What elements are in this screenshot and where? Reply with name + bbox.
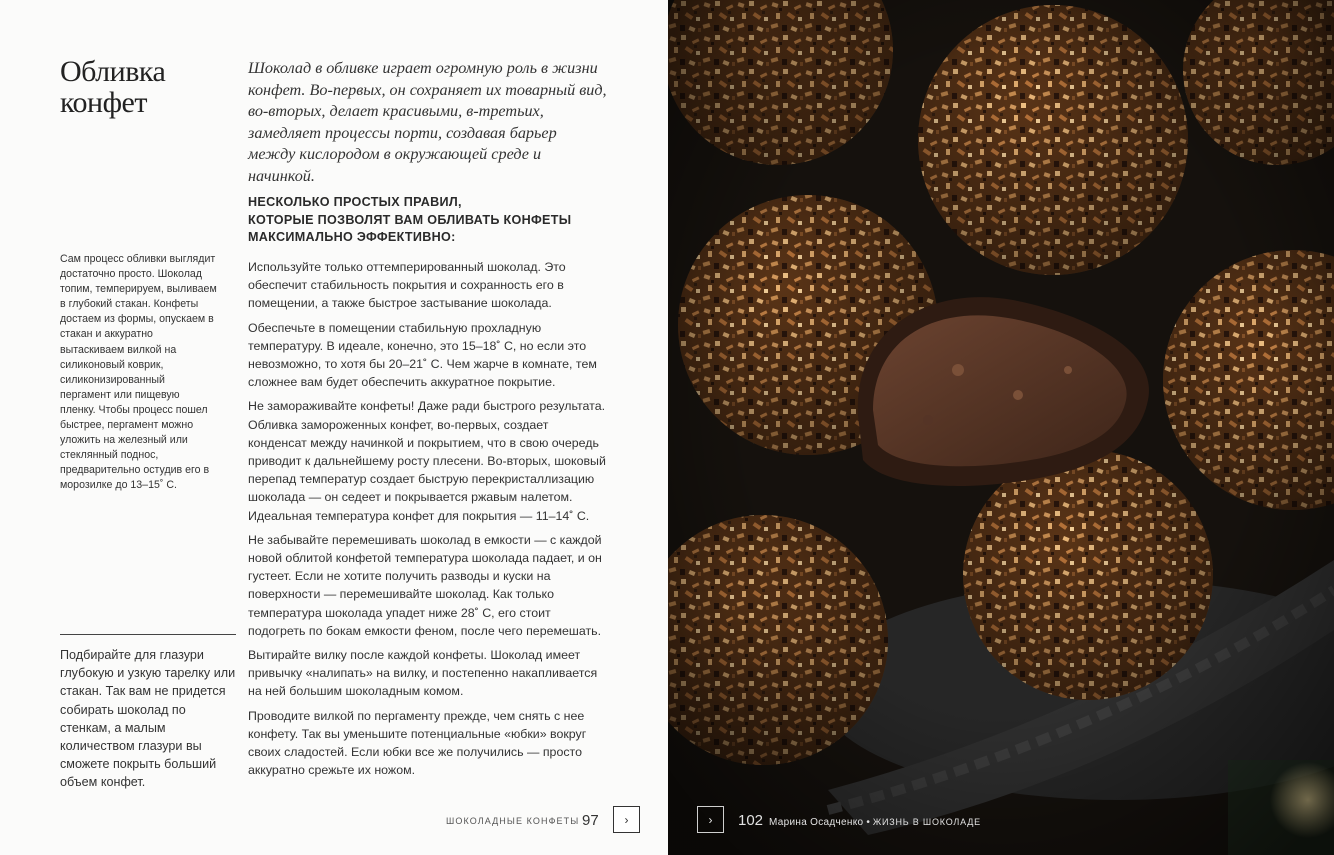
side-note: Сам процесс обливки выглядит достаточно просто. Шоколад топим, темперируем, выливаем в глубокий стакан. Конфеты достаем из формы, опускаем в стакан и аккуратно вытаскиваем вилкой на силиконовый коврик, силиконизированный пергамент или пищевую пленку. Чтобы процесс пошел быстрее, пергамент можно уложить на железный или стеклянный поднос, предварительно остудив его в морозилке до 13–15˚ С.: [60, 253, 217, 492]
chevron-right-icon: ›: [708, 812, 713, 827]
rule-paragraph: Используйте только оттемперированный шоколад. Это обеспечит стабильность покрытия и сохранность его в помещении, а также быстрое застывание шоколада.: [248, 260, 566, 311]
page-number-left: 97: [582, 812, 599, 829]
title-line-1: Обливка: [60, 55, 166, 88]
rule-paragraph: Обеспечьте в помещении стабильную прохладную температуру. В идеале, конечно, это 15–18˚ С, но если это невозможно, то хотя бы 20–21˚ С. Чем жарче в комнате, тем сложнее вам будет обеспечить аккуратное покрытие.: [248, 320, 597, 390]
book-title: ЖИЗНЬ В ШОКОЛАДЕ: [872, 817, 981, 827]
rule-paragraph: Не забывайте перемешивать шоколад в емкости — с каждой новой облитой конфетой температура шоколада падает, и он густеет. Если не хотите получить разводы и куски на поверхности — перемешивайте шоколад. Как только температура шоколада упадет ниже 28˚ С, его стоит подогреть по бокам емкости феном, после чего перемешать.: [248, 532, 602, 638]
rule-paragraph: Проводите вилкой по пергаменту прежде, чем снять с нее конфету. Так вы уменьшите потенциальные «юбки» вокруг своих сладостей. Если юбки все же получились — просто аккуратно срежьте их ножом.: [248, 708, 587, 778]
rules-heading-line-3: МАКСИМАЛЬНО ЭФФЕКТИВНО:: [248, 230, 456, 244]
next-page-button-left[interactable]: [613, 806, 640, 833]
tip-note: Подбирайте для глазури глубокую и узкую тарелку или стакан. Так вам не придется собирать шоколад по стенкам, а малым количеством глазури вы сможете покрыть больший объем конфет.: [60, 648, 236, 790]
chocolate-candies-photo: [668, 0, 1334, 855]
author-name: Марина Осадченко: [769, 817, 864, 828]
tip-divider: [60, 634, 236, 635]
rules-heading: [248, 194, 578, 247]
running-footer: [738, 812, 981, 829]
next-page-button-right[interactable]: [697, 806, 724, 833]
title-line-2: конфет: [60, 86, 147, 119]
rules-heading-line-1: НЕСКОЛЬКО ПРОСТЫХ ПРАВИЛ,: [248, 195, 462, 209]
rules-heading-line-2: КОТОРЫЕ ПОЗВОЛЯТ ВАМ ОБЛИВАТЬ КОНФЕТЫ: [248, 212, 572, 227]
right-page: [668, 0, 1334, 855]
rule-paragraph: Не замораживайте конфеты! Даже ради быстрого результата. Обливка замороженных конфет, во-первых, создает конденсат между начинкой и покрытием, что в свою очередь приводит к дальнейшему росту плесени. Во-вторых, шоковый перепад температур создает быструю перекристаллизацию шоколада — он седеет и покрывается ржавым налетом. Идеальная температура конфет для покрытия — 11–14˚ С.: [248, 399, 606, 523]
footer-bullet: •: [866, 817, 870, 828]
page-title: [60, 56, 165, 118]
page-number-right: 102: [738, 812, 764, 829]
section-name: ШОКОЛАДНЫЕ КОНФЕТЫ: [446, 816, 580, 826]
rule-paragraph: Вытирайте вилку после каждой конфеты. Шоколад имеет привычку «налипать» на вилку, и постепенно накапливается на ней большим шоколадным комом.: [248, 648, 598, 699]
intro-paragraph: Шоколад в обливке играет огромную роль в жизни конфет. Во-первых, он сохраняет их товарный вид, во-вторых, делает красивыми, в-третьих, замедляет процессы порти, создавая барьер между кислородом в окружающей среде и начинкой.: [248, 59, 607, 185]
rules-list: [248, 258, 606, 785]
chevron-right-icon: ›: [624, 812, 629, 827]
